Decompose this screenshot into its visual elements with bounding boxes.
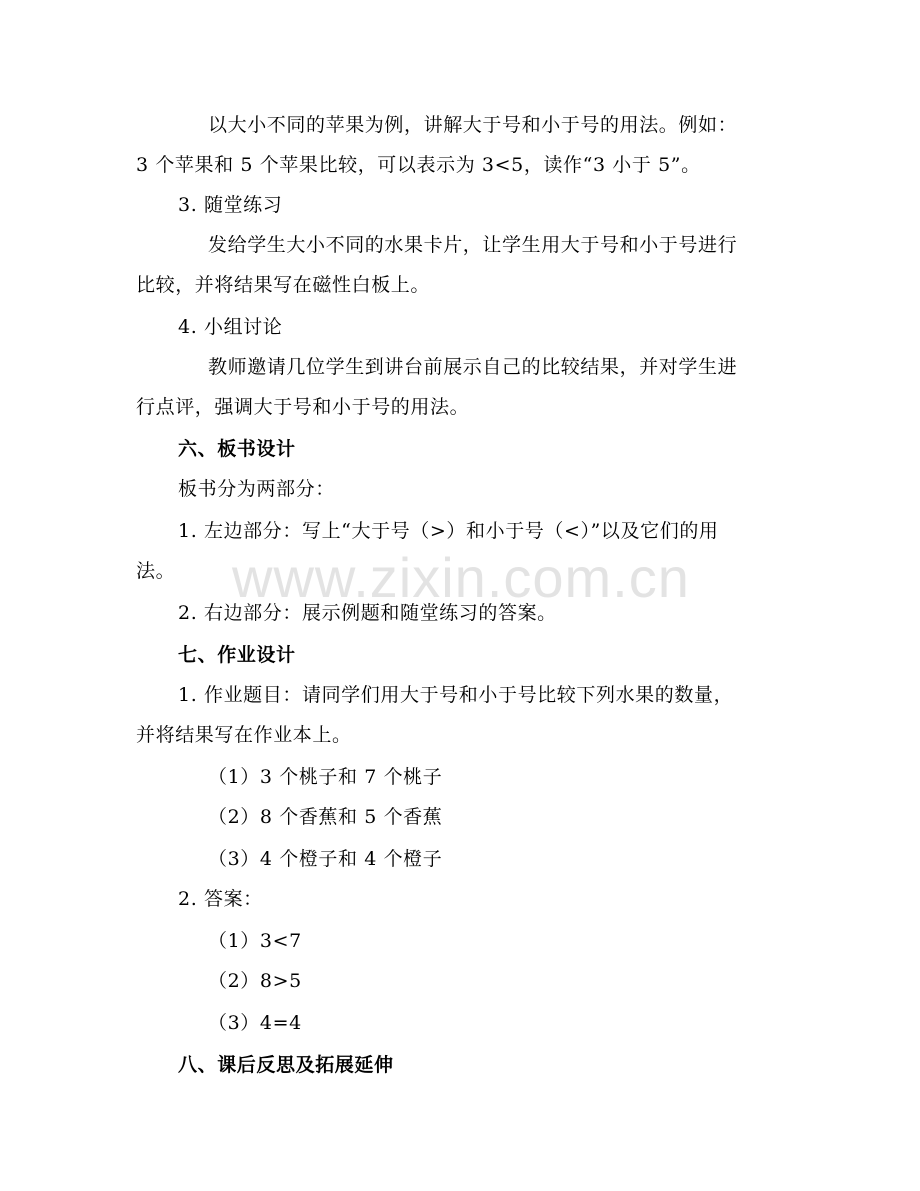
paragraph-line: 行点评，强调大于号和小于号的用法。 bbox=[136, 396, 470, 418]
paragraph-line: 以大小不同的苹果为例，讲解大于号和小于号的用法。例如： bbox=[208, 114, 738, 136]
watermark: www.zixin.com.cn bbox=[232, 546, 690, 609]
paragraph-line: 法。 bbox=[136, 560, 176, 582]
paragraph-line: 发给学生大小不同的水果卡片，让学生用大于号和小于号进行 bbox=[208, 234, 738, 256]
section-heading: 八、课后反思及拓展延伸 bbox=[178, 1054, 394, 1076]
answer-item: （3）4=4 bbox=[208, 1012, 302, 1034]
list-item: 2. 答案： bbox=[178, 888, 263, 910]
paragraph-line: 比较，并将结果写在磁性白板上。 bbox=[136, 274, 431, 296]
paragraph-line: 教师邀请几位学生到讲台前展示自己的比较结果，并对学生进 bbox=[208, 356, 738, 378]
list-item: 2. 右边部分：展示例题和随堂练习的答案。 bbox=[178, 602, 557, 624]
list-item: 1. 左边部分：写上“大于号（>）和小于号（<）”以及它们的用 bbox=[178, 520, 719, 542]
exercise-item: （3）4 个橙子和 4 个橙子 bbox=[208, 848, 443, 870]
paragraph-line: 并将结果写在作业本上。 bbox=[136, 724, 352, 746]
section-heading: 七、作业设计 bbox=[178, 644, 296, 666]
list-item-heading: 4. 小组讨论 bbox=[178, 316, 283, 338]
answer-item: （1）3<7 bbox=[208, 930, 302, 952]
paragraph-line: 3 个苹果和 5 个苹果比较，可以表示为 3<5，读作“3 小于 5”。 bbox=[136, 154, 701, 176]
answer-item: （2）8>5 bbox=[208, 970, 302, 992]
section-heading: 六、板书设计 bbox=[178, 438, 296, 460]
exercise-item: （1）3 个桃子和 7 个桃子 bbox=[208, 766, 443, 788]
list-item-heading: 3. 随堂练习 bbox=[178, 194, 283, 216]
paragraph-line: 板书分为两部分： bbox=[178, 478, 335, 500]
list-item: 1. 作业题目：请同学们用大于号和小于号比较下列水果的数量， bbox=[178, 684, 734, 706]
exercise-item: （2）8 个香蕉和 5 个香蕉 bbox=[208, 806, 443, 828]
